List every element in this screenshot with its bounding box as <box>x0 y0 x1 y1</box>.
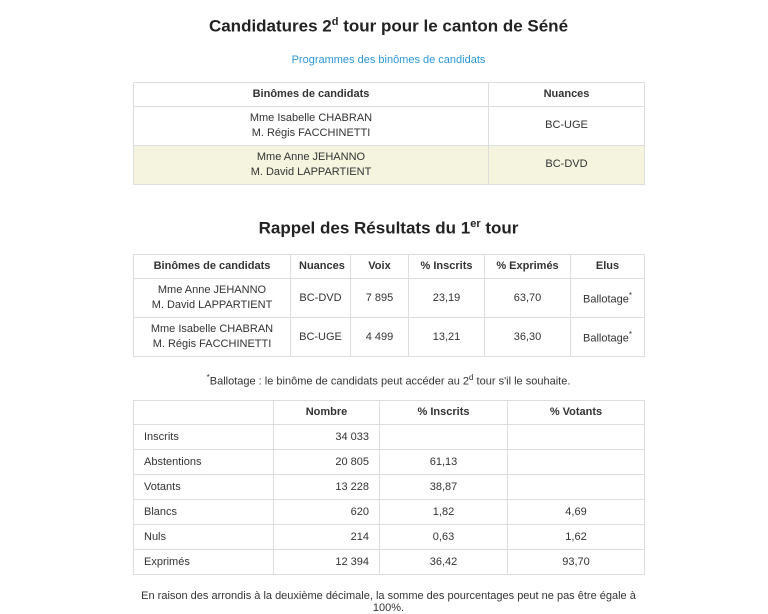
participation-table <box>133 400 645 575</box>
results-table-header-row <box>134 255 645 279</box>
participation-label: Nuls <box>134 524 274 549</box>
results-header-voix: Voix <box>351 255 409 279</box>
results-cell-pct-inscrits: 23,19 <box>409 279 485 318</box>
results-title-text: Rappel des Résultats du 1 <box>258 218 471 238</box>
participation-pct-votants <box>508 424 645 449</box>
candidates-table <box>133 82 645 185</box>
results-cell-elus <box>571 279 645 318</box>
results-cell-voix: 7 895 <box>351 279 409 318</box>
participation-pct-votants <box>508 474 645 499</box>
candidate-name-1: Mme Isabelle CHABRAN <box>150 323 274 336</box>
results-cell-binome <box>134 279 291 318</box>
candidates-header-nuances: Nuances <box>489 82 645 106</box>
results-cell-elus <box>571 318 645 357</box>
participation-nombre: 214 <box>274 524 380 549</box>
candidate-name-2: M. Régis FACCHINETTI <box>251 126 371 139</box>
page-content <box>133 0 644 614</box>
participation-label: Exprimés <box>134 549 274 574</box>
candidates-cell-nuance: BC-UGE <box>489 106 645 145</box>
programs-link[interactable]: Programmes des binômes de candidats <box>291 53 486 66</box>
participation-label: Blancs <box>134 499 274 524</box>
participation-pct-votants <box>508 449 645 474</box>
rounding-note: En raison des arrondis à la deuxième décimale, la somme des pourcentages peut ne pas être égale à 100%. <box>141 589 636 614</box>
participation-pct-votants: 1,62 <box>508 524 645 549</box>
participation-header-nombre: Nombre <box>274 400 380 424</box>
table-row <box>134 318 645 357</box>
candidates-cell-binome <box>134 145 489 184</box>
participation-pct-inscrits: 1,82 <box>380 499 508 524</box>
candidate-name-2: M. David LAPPARTIENT <box>250 165 372 178</box>
candidate-name-1: Mme Anne JEHANNO <box>256 150 366 163</box>
participation-pct-inscrits <box>380 424 508 449</box>
results-title-superscript: er <box>470 217 481 230</box>
footnote-text-1: Ballotage : le binôme de candidats peut accéder au 2 <box>209 375 470 388</box>
table-row-highlighted <box>134 145 645 184</box>
ballotage-asterisk: * <box>628 291 632 301</box>
results-header-elus: Elus <box>571 255 645 279</box>
candidates-cell-binome <box>134 106 489 145</box>
participation-pct-inscrits: 61,13 <box>380 449 508 474</box>
candidate-name-2: M. David LAPPARTIENT <box>151 299 273 312</box>
ballotage-asterisk: * <box>628 330 632 340</box>
candidate-name-1: Mme Anne JEHANNO <box>157 284 267 297</box>
participation-nombre: 34 033 <box>274 424 380 449</box>
participation-pct-inscrits: 0,63 <box>380 524 508 549</box>
participation-pct-inscrits: 36,42 <box>380 549 508 574</box>
candidates-header-binomes: Binômes de candidats <box>134 82 489 106</box>
table-row <box>134 279 645 318</box>
participation-pct-inscrits: 38,87 <box>380 474 508 499</box>
ballotage-footnote <box>133 373 644 388</box>
ballotage-label: Ballotage <box>583 294 629 307</box>
ballotage-label: Ballotage <box>583 333 629 346</box>
results-cell-nuance: BC-DVD <box>291 279 351 318</box>
participation-header-empty <box>134 400 274 424</box>
participation-label: Abstentions <box>134 449 274 474</box>
participation-header-pct-inscrits: % Inscrits <box>380 400 508 424</box>
candidate-name-1: Mme Isabelle CHABRAN <box>249 111 373 124</box>
results-header-binomes: Binômes de candidats <box>134 255 291 279</box>
table-row <box>134 424 645 449</box>
participation-header-pct-votants: % Votants <box>508 400 645 424</box>
participation-label: Votants <box>134 474 274 499</box>
table-row <box>134 449 645 474</box>
page-title-superscript: d <box>331 16 339 28</box>
results-cell-nuance: BC-UGE <box>291 318 351 357</box>
results-table <box>133 254 645 357</box>
table-row <box>134 106 645 145</box>
table-row <box>134 549 645 574</box>
results-cell-pct-inscrits: 13,21 <box>409 318 485 357</box>
programs-link-row <box>133 54 644 66</box>
page-title-text: Candidatures 2 <box>208 16 332 36</box>
participation-nombre: 620 <box>274 499 380 524</box>
table-row <box>134 499 645 524</box>
results-cell-pct-exprimes: 36,30 <box>485 318 571 357</box>
candidates-cell-nuance: BC-DVD <box>489 145 645 184</box>
candidate-name-2: M. Régis FACCHINETTI <box>152 338 272 351</box>
page-title-text-suffix: tour pour le canton de Séné <box>338 16 569 36</box>
results-header-nuances: Nuances <box>291 255 351 279</box>
results-title-text-suffix: tour <box>480 218 519 238</box>
candidates-table-header-row <box>134 82 645 106</box>
participation-table-header-row <box>134 400 645 424</box>
page-title <box>133 0 644 37</box>
participation-nombre: 13 228 <box>274 474 380 499</box>
results-cell-binome <box>134 318 291 357</box>
results-cell-pct-exprimes: 63,70 <box>485 279 571 318</box>
results-header-pct-exprimes: % Exprimés <box>485 255 571 279</box>
footnote-asterisk: * <box>206 373 210 383</box>
results-section-title <box>133 185 644 239</box>
footnote-text-2: tour s'il le souhaite. <box>473 375 571 388</box>
results-cell-voix: 4 499 <box>351 318 409 357</box>
table-row <box>134 474 645 499</box>
participation-nombre: 20 805 <box>274 449 380 474</box>
participation-pct-votants: 4,69 <box>508 499 645 524</box>
participation-pct-votants: 93,70 <box>508 549 645 574</box>
participation-label: Inscrits <box>134 424 274 449</box>
results-header-pct-inscrits: % Inscrits <box>409 255 485 279</box>
participation-nombre: 12 394 <box>274 549 380 574</box>
table-row <box>134 524 645 549</box>
footnote-superscript-d: d <box>469 373 474 383</box>
